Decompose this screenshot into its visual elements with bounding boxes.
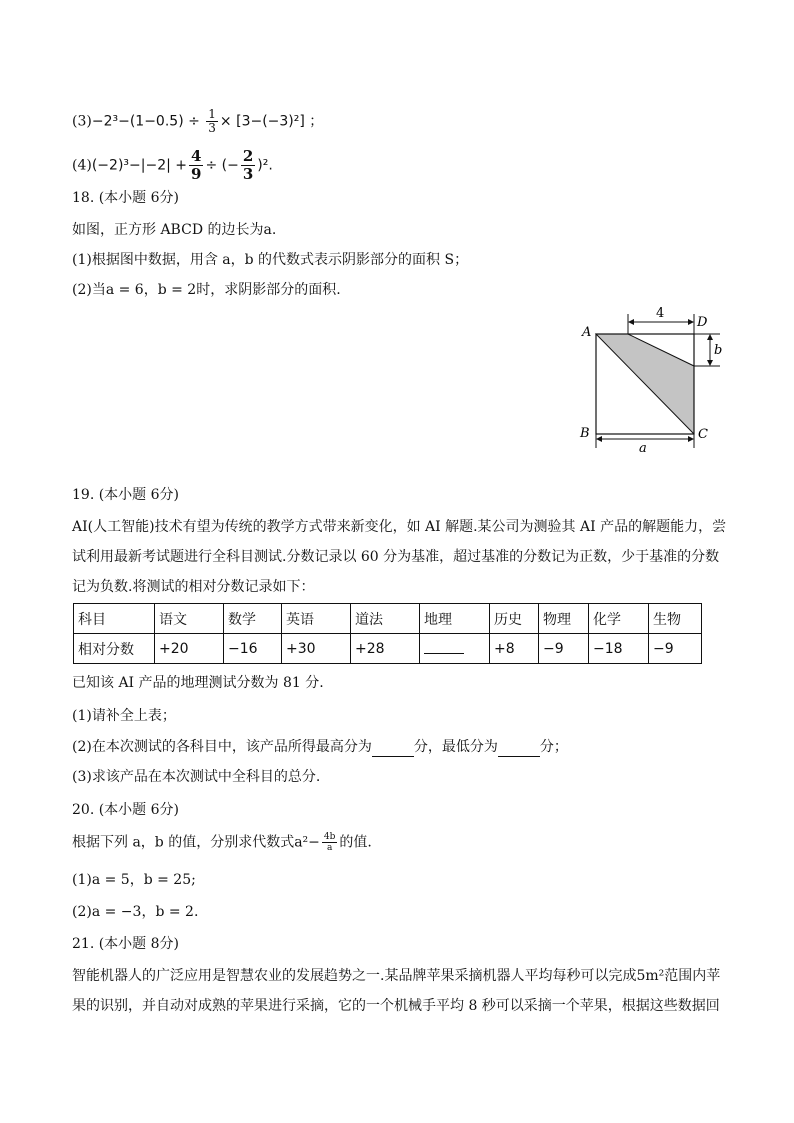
- table-cell: 道法: [351, 604, 420, 634]
- q18-intro: 如图，正方形 ABCD 的边长为a.: [72, 222, 277, 238]
- label-a-vertex: A: [582, 325, 592, 340]
- fraction-two-thirds: $\frac{2}{3}$: [242, 147, 254, 183]
- q20-intro: 根据下列 a，b 的值，分别求代数式a²− $\frac{4b}{a}$ 的值.: [72, 832, 372, 853]
- table-cell: 语文: [155, 604, 224, 634]
- label-length-a: a: [639, 441, 647, 456]
- table-cell: +30: [282, 634, 351, 664]
- answer-blank-highest: [372, 742, 414, 757]
- q19-part2: (2)在本次测试的各科目中，该产品所得最高分为 分，最低分为 分；: [72, 739, 568, 755]
- q19-known: 已知该 AI 产品的地理测试分数为 81 分.: [72, 675, 324, 691]
- table-cell: 化学: [589, 604, 649, 634]
- table-row-subjects: [74, 604, 702, 634]
- q19-para3: 记为负数.将测试的相对分数记录如下：: [72, 579, 315, 595]
- label-length-4: 4: [656, 306, 665, 321]
- fraction-one-third: $\frac{1}{3}$: [208, 107, 216, 135]
- q20-part1: (1)a = 5，b = 25;: [72, 872, 196, 888]
- table-cell: −16: [224, 634, 282, 664]
- label-length-b: b: [714, 343, 723, 358]
- table-cell: 相对分数: [74, 634, 155, 664]
- fraction-4b-over-a: $\frac{4b}{a}$: [323, 832, 336, 853]
- table-cell: 历史: [490, 604, 539, 634]
- answer-blank: [424, 639, 464, 654]
- table-cell: 生物: [649, 604, 702, 634]
- q20-header: 20. (本小题 6分): [72, 802, 179, 818]
- label-c-vertex: C: [698, 427, 708, 442]
- q18-part1: (1)根据图中数据，用含 a，b 的代数式表示阴影部分的面积 S；: [72, 252, 469, 268]
- q21-para1: 智能机器人的广泛应用是智慧农业的发展趋势之一.某品牌苹果采摘机器人平均每秒可以完成5m²范围内苹: [72, 968, 721, 984]
- table-cell: 物理: [539, 604, 589, 634]
- q17-part3: (3)−2³−(1−0.5) ÷ $\frac{1}{3}$ × [3−(−3)²] ；: [72, 107, 324, 135]
- geography-blank-cell: [420, 634, 490, 664]
- table-cell: 英语: [282, 604, 351, 634]
- q18-part2: (2)当a = 6，b = 2时，求阴影部分的面积.: [72, 282, 341, 298]
- table-cell: 数学: [224, 604, 282, 634]
- table-cell: −9: [539, 634, 589, 664]
- q19-para2: 试利用最新考试题进行全科目测试.分数记录以 60 分为基准，超过基准的分数记为正数，少于基准的分数: [72, 549, 720, 565]
- table-cell: 地理: [420, 604, 490, 634]
- q21-header: 21. (本小题 8分): [72, 936, 179, 952]
- q17-part4: (4)(−2)³−|−2| + $\frac{4}{9}$ ÷ (− $\frac{2}{3}$ )².: [72, 147, 273, 183]
- q19-part3: (3)求该产品在本次测试中全科目的总分.: [72, 769, 321, 785]
- table-cell: +8: [490, 634, 539, 664]
- table-row-scores: [74, 634, 702, 664]
- square-abcd-figure: [570, 300, 730, 460]
- table-cell: −9: [649, 634, 702, 664]
- shaded-region: [596, 334, 694, 434]
- label-d-vertex: D: [697, 315, 708, 330]
- q21-para2: 果的识别，并自动对成熟的苹果进行采摘，它的一个机械手平均 8 秒可以采摘一个苹果，根据这些数据回: [72, 998, 720, 1014]
- table-cell: +20: [155, 634, 224, 664]
- q18-header: 18. (本小题 6分): [72, 190, 179, 206]
- q19-header: 19. (本小题 6分): [72, 487, 179, 503]
- relative-score-table: [73, 603, 702, 664]
- table-cell: −18: [589, 634, 649, 664]
- answer-blank-lowest: [498, 742, 540, 757]
- q19-part1: (1)请补全上表；: [72, 708, 176, 724]
- table-cell: +28: [351, 634, 420, 664]
- q19-para1: AI(人工智能)技术有望为传统的教学方式带来新变化，如 AI 解题.某公司为测验其 AI 产品的解题能力，尝: [72, 519, 727, 535]
- label-b-vertex: B: [580, 426, 590, 441]
- q20-part2: (2)a = −3，b = 2.: [72, 904, 199, 920]
- fraction-four-ninths: $\frac{4}{9}$: [191, 147, 202, 183]
- table-cell: 科目: [74, 604, 155, 634]
